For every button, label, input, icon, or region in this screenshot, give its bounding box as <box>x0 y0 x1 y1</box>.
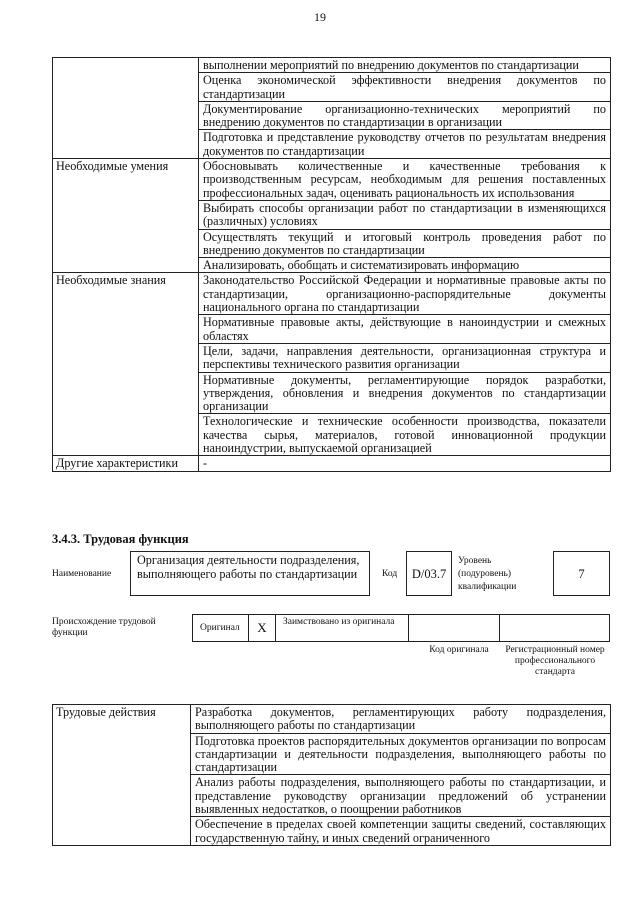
row-item: Анализировать, обобщать и систематизировать информацию <box>199 258 611 273</box>
row-item: выполнении мероприятий по внедрению документов по стандартизации <box>199 58 611 73</box>
row-item: - <box>199 456 611 471</box>
original-mark: X <box>248 615 276 641</box>
row-label: Необходимые умения <box>53 159 199 273</box>
row-item: Нормативные документы, регламентирующие порядок разработки, утверждения, обновления и внедрения документов по стандартизации организации <box>199 372 611 414</box>
row-item: Нормативные правовые акты, действующие в наноиндустрии и смежных областях <box>199 315 611 344</box>
function-name-box <box>130 551 370 596</box>
row-label: Трудовые действия <box>53 705 191 846</box>
row-item: Анализ работы подразделения, выполняющего работы по стандартизации, и представление руководству организации предложений об устранении выявленных недостатков, о поощрении работников <box>191 775 611 817</box>
code-label: Код <box>382 569 398 579</box>
row-item: Документирование организационно-технических мероприятий по внедрению документов по стандартизации в организации <box>199 101 611 130</box>
row-item: Законодательство Российской Федерации и нормативные правовые акты по стандартизации, организационно-распорядительные документы национального органа по стандартизации <box>199 273 611 315</box>
qualification-level: 7 <box>553 551 610 596</box>
borrowed-label: Заимствовано из оригинала <box>283 617 395 627</box>
row-item: Технологические и технические особенности производства, показатели качества сырья, материалов, готовой инновационной продукции наноиндустрии, выпускаемой организацией <box>199 414 611 456</box>
origin-divider-2 <box>499 615 500 641</box>
level-label: Уровень (подуровень) квалификации <box>458 556 517 592</box>
page-number: 19 <box>314 10 326 24</box>
row-item: Обеспечение в пределах своей компетенции защиты сведений, составляющих государственную тайну, и иных сведений ограниченного <box>191 817 611 846</box>
original-label: Оригинал <box>200 623 240 633</box>
registration-caption: Регистрационный номер профессионального стандарта <box>505 645 605 677</box>
function-code: D/03.7 <box>406 551 452 596</box>
row-label <box>53 58 199 159</box>
row-item: Выбирать способы организации работ по стандартизации в изменяющихся (различных) условиях <box>199 200 611 229</box>
row-item: Разработка документов, регламентирующих работу подразделения, выполняющего работы по стандартизации <box>191 705 611 734</box>
row-item: Подготовка и представление руководству отчетов по результатам внедрения документов по стандартизации <box>199 130 611 159</box>
row-item: Цели, задачи, направления деятельности, организационная структура и перспективы технического развития организации <box>199 343 611 372</box>
row-label: Необходимые знания <box>53 273 199 456</box>
requirements-table <box>52 57 611 472</box>
table-row <box>53 273 611 315</box>
row-label: Другие характеристики <box>53 456 199 471</box>
section-title: 3.4.3. Трудовая функция <box>52 532 189 546</box>
table-row <box>53 456 611 471</box>
origin-divider-1 <box>408 615 409 641</box>
table-row <box>53 58 611 73</box>
name-label: Наименование <box>52 569 112 579</box>
table-row <box>53 705 611 734</box>
row-item: Оценка экономической эффективности внедрения документов по стандартизации <box>199 73 611 102</box>
function-name: Организация деятельности подразделения, выполняющего работы по стандартизации <box>137 553 360 581</box>
row-item: Осуществлять текущий и итоговый контроль проведения работ по внедрению документов по стандартизации <box>199 229 611 258</box>
origin-row <box>192 614 610 642</box>
table-row <box>53 159 611 201</box>
code-original-caption: Код оригинала <box>429 645 489 655</box>
origin-label: Происхождение трудовой функции <box>52 617 156 638</box>
row-item: Подготовка проектов распорядительных документов организации по вопросам стандартизации и деятельности подразделения, выполняющего работы по стандартизации <box>191 733 611 775</box>
row-item: Обосновывать количественные и качественные требования к производственным ресурсам, необходимым для решения поставленных профессиональных задач, оценивать рациональность их использования <box>199 159 611 201</box>
actions-table <box>52 704 611 846</box>
